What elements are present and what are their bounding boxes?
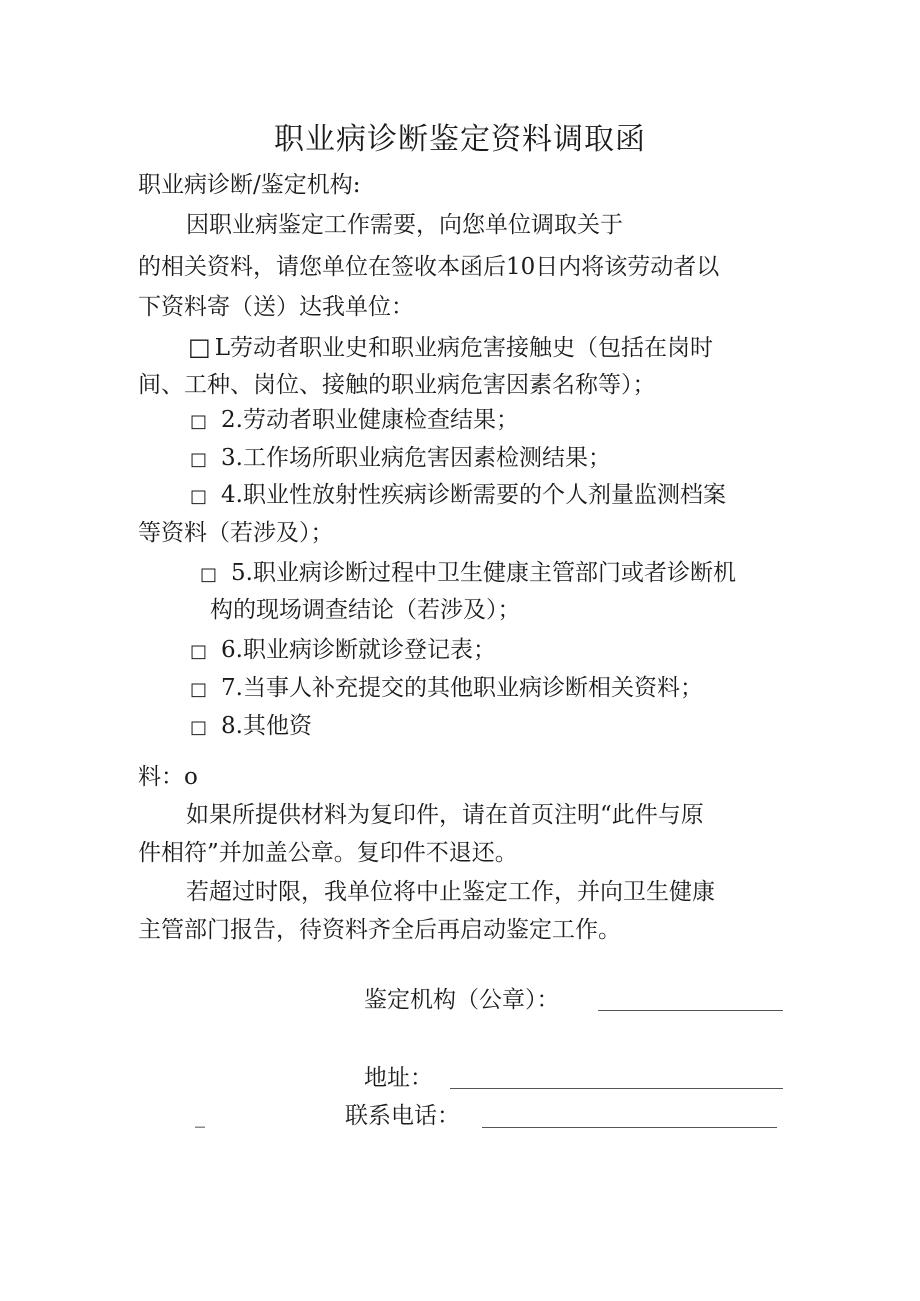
checkbox-icon[interactable]: □ (190, 717, 208, 738)
phone-field[interactable] (482, 1127, 777, 1128)
checkbox-icon[interactable]: □ (190, 641, 208, 662)
item-7-text: 7.当事人补充提交的其他职业病诊断相关资料； (221, 675, 703, 701)
intro-line-3: 下资料寄（送）达我单位： (138, 294, 414, 320)
checklist-item-5 (200, 558, 736, 590)
stray-mark: _ (195, 1104, 205, 1128)
checklist-item-4-cont: 等资料（若涉及）； (138, 520, 334, 546)
item-6-text: 6.职业病诊断就诊登记表； (221, 637, 496, 663)
checklist-item-8-cont: 料：o (138, 764, 198, 790)
checkbox-icon[interactable]: □ (190, 486, 208, 507)
page-title: 职业病诊断鉴定资料调取函 (274, 122, 646, 157)
checklist-item-1-cont: 间、工种、岗位、接触的职业病危害因素名称等）； (138, 372, 656, 398)
org-seal-label: 鉴定机构（公章）： (364, 987, 560, 1013)
checklist-item-5-cont: 构的现场调查结论（若涉及）； (210, 597, 521, 623)
note-line-2: 件相符”并加盖公章。复印件不退还。 (138, 840, 518, 866)
intro-line-2: 的相关资料，请您单位在签收本函后10日内将该劳动者以 (138, 254, 720, 280)
org-seal-field[interactable] (598, 1010, 783, 1011)
checklist-item-6 (190, 635, 496, 667)
deadline-line-1: 若超过时限，我单位将中止鉴定工作，并向卫生健康 (186, 879, 715, 905)
checklist-item-3 (190, 443, 611, 475)
addressee-line: 职业病诊断/鉴定机构: (138, 172, 361, 198)
checkbox-icon[interactable]: □ (188, 333, 211, 361)
deadline-line-2: 主管部门报告，待资料齐全后再启动鉴定工作。 (138, 917, 621, 943)
note-line-1: 如果所提供材料为复印件，请在首页注明“此件与原 (186, 802, 704, 828)
checkbox-icon[interactable]: □ (200, 564, 218, 585)
address-field[interactable] (450, 1088, 783, 1089)
address-label: 地址： (364, 1065, 433, 1091)
checkbox-icon[interactable]: □ (190, 679, 208, 700)
checkbox-icon[interactable]: □ (190, 449, 208, 470)
phone-label: 联系电话： (345, 1103, 460, 1129)
checklist-item-2 (190, 405, 519, 437)
checklist-item-4 (190, 480, 726, 512)
item-1-text: L劳动者职业史和职业病危害接触史（包括在岗时 (214, 335, 713, 361)
checkbox-icon[interactable]: □ (190, 411, 208, 432)
item-8-text: 8.其他资 (221, 713, 312, 739)
item-2-text: 2.劳动者职业健康检查结果； (221, 407, 519, 433)
checklist-item-8 (190, 711, 312, 743)
item-3-text: 3.工作场所职业病危害因素检测结果； (221, 445, 611, 471)
item-4-text: 4.职业性放射性疾病诊断需要的个人剂量监测档案 (221, 482, 726, 508)
checklist-item-7 (190, 673, 703, 705)
checklist-item-1 (188, 332, 713, 363)
intro-line-1: 因职业病鉴定工作需要，向您单位调取关于 (186, 212, 623, 238)
item-5-text: 5.职业病诊断过程中卫生健康主管部门或者诊断机 (231, 560, 736, 586)
